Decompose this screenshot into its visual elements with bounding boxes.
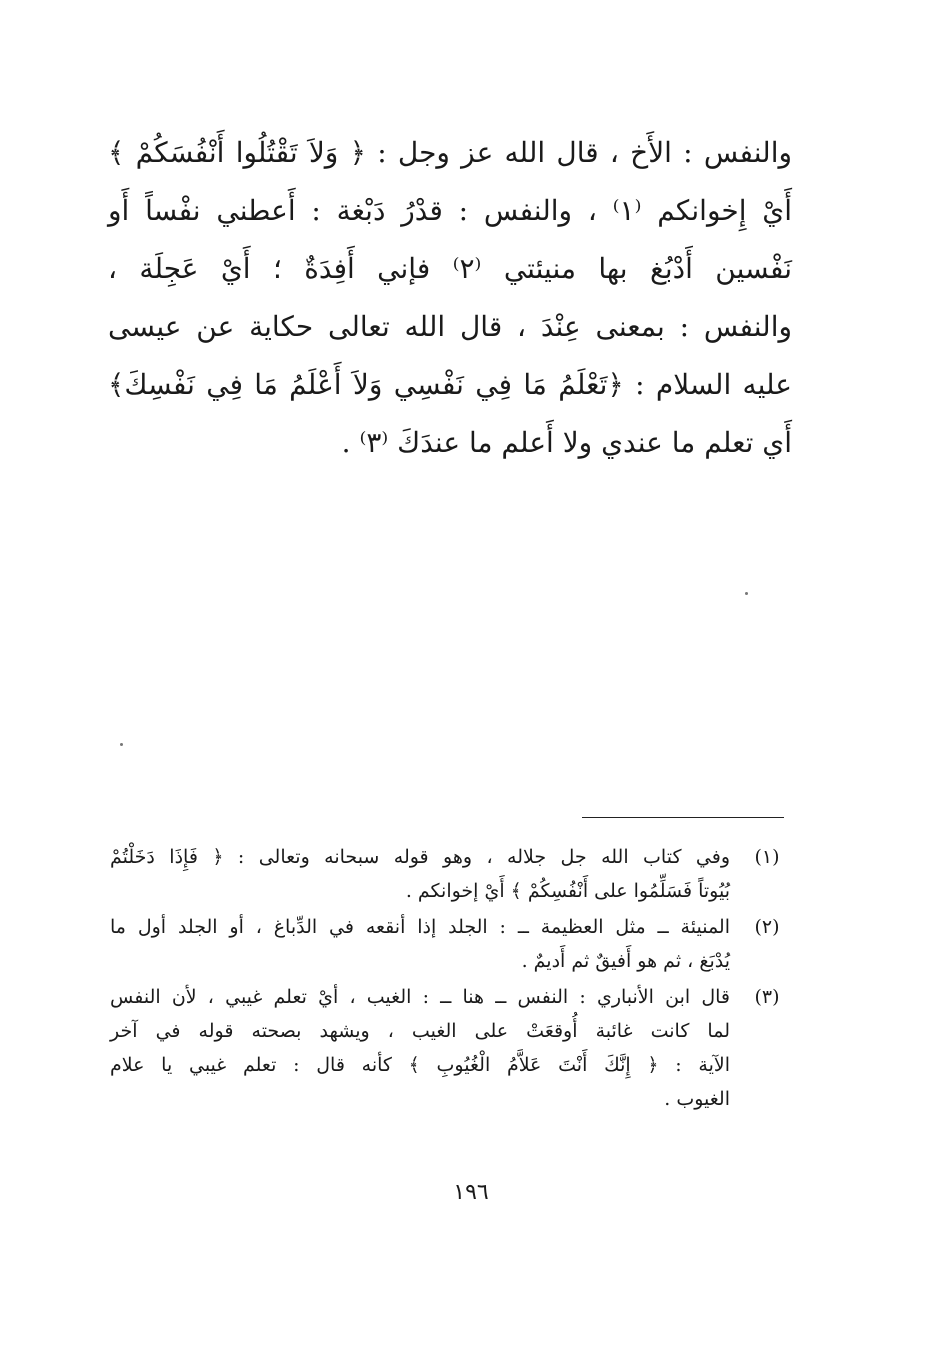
main-text-line: والنفس : بمعنى عِنْدَ ، قال الله تعالى حكاية عن عيسى xyxy=(108,310,792,343)
footnote-line: لما كانت غائبة أُوقعَتْ على الغيب ، ويشهد بصحته قوله في آخر xyxy=(110,1020,730,1042)
footnote-number: (٣) xyxy=(754,986,780,1008)
footnote-line: المنيئة ــ مثل العظيمة ــ : الجلد إذا أنقعه في الدِّباغ ، أو الجلد أول ما xyxy=(110,916,730,938)
footnote-1 xyxy=(110,840,790,908)
footnote-3 xyxy=(110,980,790,1116)
footnote-2 xyxy=(110,910,790,978)
page-number: ١٩٦ xyxy=(453,1180,489,1205)
main-text-line: نَفْسين أَدْبُغ بها منيئتي ⁽٢⁾ فإني أَفِدَةٌ ؛ أَيْ عَجِلَة ، xyxy=(108,252,792,285)
main-text-line: والنفس : الأَخ ، قال الله عز وجل : ﴿ وَلاَ تَقْتُلُوا أَنْفُسَكُمْ ﴾ xyxy=(108,136,792,169)
scan-speck xyxy=(120,743,123,746)
scan-speck xyxy=(745,592,748,595)
footnote-line: الغيوب . xyxy=(664,1088,730,1110)
main-text-line: عليه السلام : ﴿تَعْلَمُ مَا فِي نَفْسِي وَلاَ أَعْلَمُ مَا فِي نَفْسِكَ﴾ xyxy=(108,368,792,401)
footnote-line: بُيُوتاً فَسَلِّمُوا على أَنْفُسِكُمْ ﴾ أَيْ إخوانكم . xyxy=(405,880,730,902)
footnote-line: وفي كتاب الله جل جلاله ، وهو قوله سبحانه وتعالى : ﴿ فَإِذَا دَخَلْتُمْ xyxy=(110,846,730,868)
footnote-line: يُدْبَغ ، ثم هو أَفيقٌ ثم أَديمٌ . xyxy=(521,950,730,972)
main-text xyxy=(108,124,792,472)
main-text-line: أَيْ إِخوانكم ⁽١⁾ ، والنفس : قدْرُ دَبْغة : أَعطني نفْساً أَو xyxy=(108,194,792,227)
footnote-number: (٢) xyxy=(754,916,780,938)
footnote-number: (١) xyxy=(754,846,780,868)
footnote-line: قال ابن الأنباري : النفس ــ هنا ــ : الغيب ، أيْ تعلم غيبي ، لأن النفس xyxy=(110,986,730,1008)
footnote-separator xyxy=(582,817,784,818)
footnotes xyxy=(110,840,790,1118)
footnote-line: الآية : ﴿ إِنَّكَ أَنْتَ عَلاَّمُ الْغُيُوبِ ﴾ كأنه قال : تعلم غيبي يا علام xyxy=(110,1054,730,1076)
main-text-line: أَي تعلم ما عندي ولا أَعلم ما عندَكَ ⁽٣⁾ . xyxy=(341,426,792,459)
